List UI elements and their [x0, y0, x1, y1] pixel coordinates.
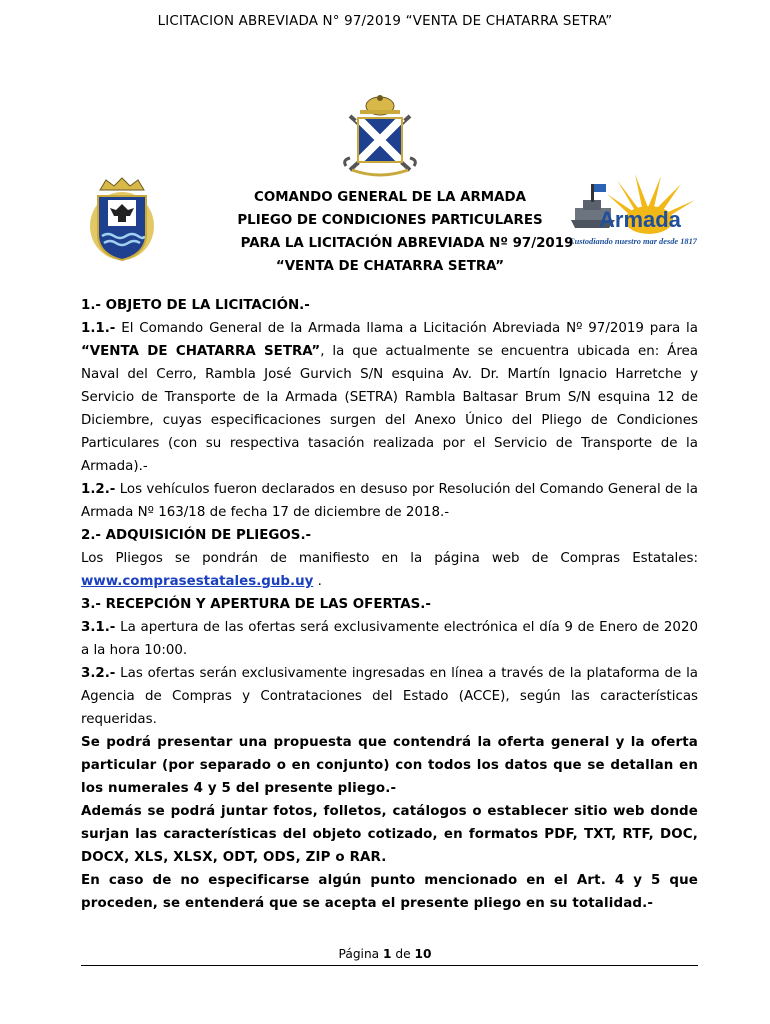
section-2-heading: 2.- ADQUISICIÓN DE PLIEGOS.-	[81, 528, 312, 543]
navy-anchor-crest-icon	[332, 86, 428, 178]
bold-paragraph-1: Se podrá presentar una propuesta que contendrá la oferta general y la oferta particular (por separado o en conjunto) con todos los datos que se detallan en los numerales 4 y 5 del presente pliego.-	[81, 735, 698, 796]
clause-text: Las ofertas serán exclusivamente ingresadas en línea a través de la plataforma de la Agencia de Compras y Contrataciones del Estado (ACCE), según las características requeridas.	[81, 666, 698, 727]
armada-shield-crest-icon	[88, 176, 156, 264]
bold-paragraph-2: Además se podrá juntar fotos, folletos, catálogos o establecer sitio web donde surjan las características del objeto cotizado, en formatos PDF, TXT, RTF, DOC, DOCX, XLS, XLSX, ODT, ODS, ZIP o RAR.	[81, 804, 698, 865]
title-block	[150, 186, 630, 278]
clause-number: 1.2.-	[81, 482, 116, 497]
clause-1-1	[81, 317, 698, 478]
clause-number: 3.1.-	[81, 620, 116, 635]
section-2-text	[81, 547, 698, 570]
footer-divider	[81, 965, 698, 966]
title-line-1: COMANDO GENERAL DE LA ARMADA	[254, 190, 526, 205]
clause-text: El Comando General de la Armada llama a Licitación Abreviada Nº 97/2019 para la	[115, 321, 698, 336]
clause-3-1	[81, 616, 698, 662]
clause-1-2	[81, 478, 698, 524]
footer-mid: de	[391, 947, 415, 961]
paragraph-text: .	[313, 574, 322, 589]
document-header: LICITACION ABREVIADA N° 97/2019 “VENTA DE CHATARRA SETRA”	[157, 14, 613, 29]
section-1-heading: 1.- OBJETO DE LA LICITACIÓN.-	[81, 298, 310, 313]
footer-prefix: Página	[338, 947, 384, 961]
clause-number: 1.1.-	[81, 321, 116, 336]
svg-text:Custodiando nuestro mar desde: Custodiando nuestro mar desde 1817	[569, 237, 697, 246]
page-footer	[0, 947, 770, 961]
compras-estatales-link[interactable]: www.comprasestatales.gub.uy	[81, 574, 314, 589]
clause-text: La apertura de las ofertas será exclusivamente electrónica el día 9 de Enero de 2020 a la hora 10:00.	[81, 620, 698, 658]
clause-text: , la que actualmente se encuentra ubicada en: Área Naval del Cerro, Rambla José Gurvich S/N esquina Av. Dr. Martín Ignacio Harretche y Servicio de Transporte de la Armada (SETRA) Rambla Baltasar Brum S/N esquina 12 de Diciembre, cuyas especificaciones surgen del Anexo Único del Pliego de Condiciones Particulares (con su respectiva tasación realizada por el Servicio de Transporte de la Armada).-	[81, 344, 698, 474]
bold-paragraph-3: En caso de no especificarse algún punto mencionado en el Art. 4 y 5 que proceden, se entenderá que se acepta el presente pliego en su totalidad.-	[81, 873, 698, 911]
title-line-4: “VENTA DE CHATARRA SETRA”	[275, 259, 505, 274]
section-3-heading: 3.- RECEPCIÓN Y APERTURA DE LAS OFERTAS.-	[81, 597, 431, 612]
svg-text:Armada: Armada	[599, 207, 681, 232]
title-line-3: PARA LA LICITACIÓN ABREVIADA Nº 97/2019	[240, 236, 574, 251]
clause-number: 3.2.-	[81, 666, 116, 681]
clause-bold-title: “VENTA DE CHATARRA SETRA”	[81, 344, 321, 359]
page-number: 1	[383, 947, 392, 961]
title-line-2: PLIEGO DE CONDICIONES PARTICULARES	[237, 213, 543, 228]
page-total: 10	[414, 947, 432, 961]
section-2-link-line	[81, 570, 698, 593]
document-body	[81, 294, 698, 915]
clause-3-2	[81, 662, 698, 731]
clause-text: Los vehículos fueron declarados en desuso por Resolución del Comando General de la Armada Nº 163/18 de fecha 17 de diciembre de 2018.-	[81, 482, 698, 520]
paragraph-text: Los Pliegos se pondrán de manifiesto en la página web de Compras Estatales:	[81, 551, 698, 566]
